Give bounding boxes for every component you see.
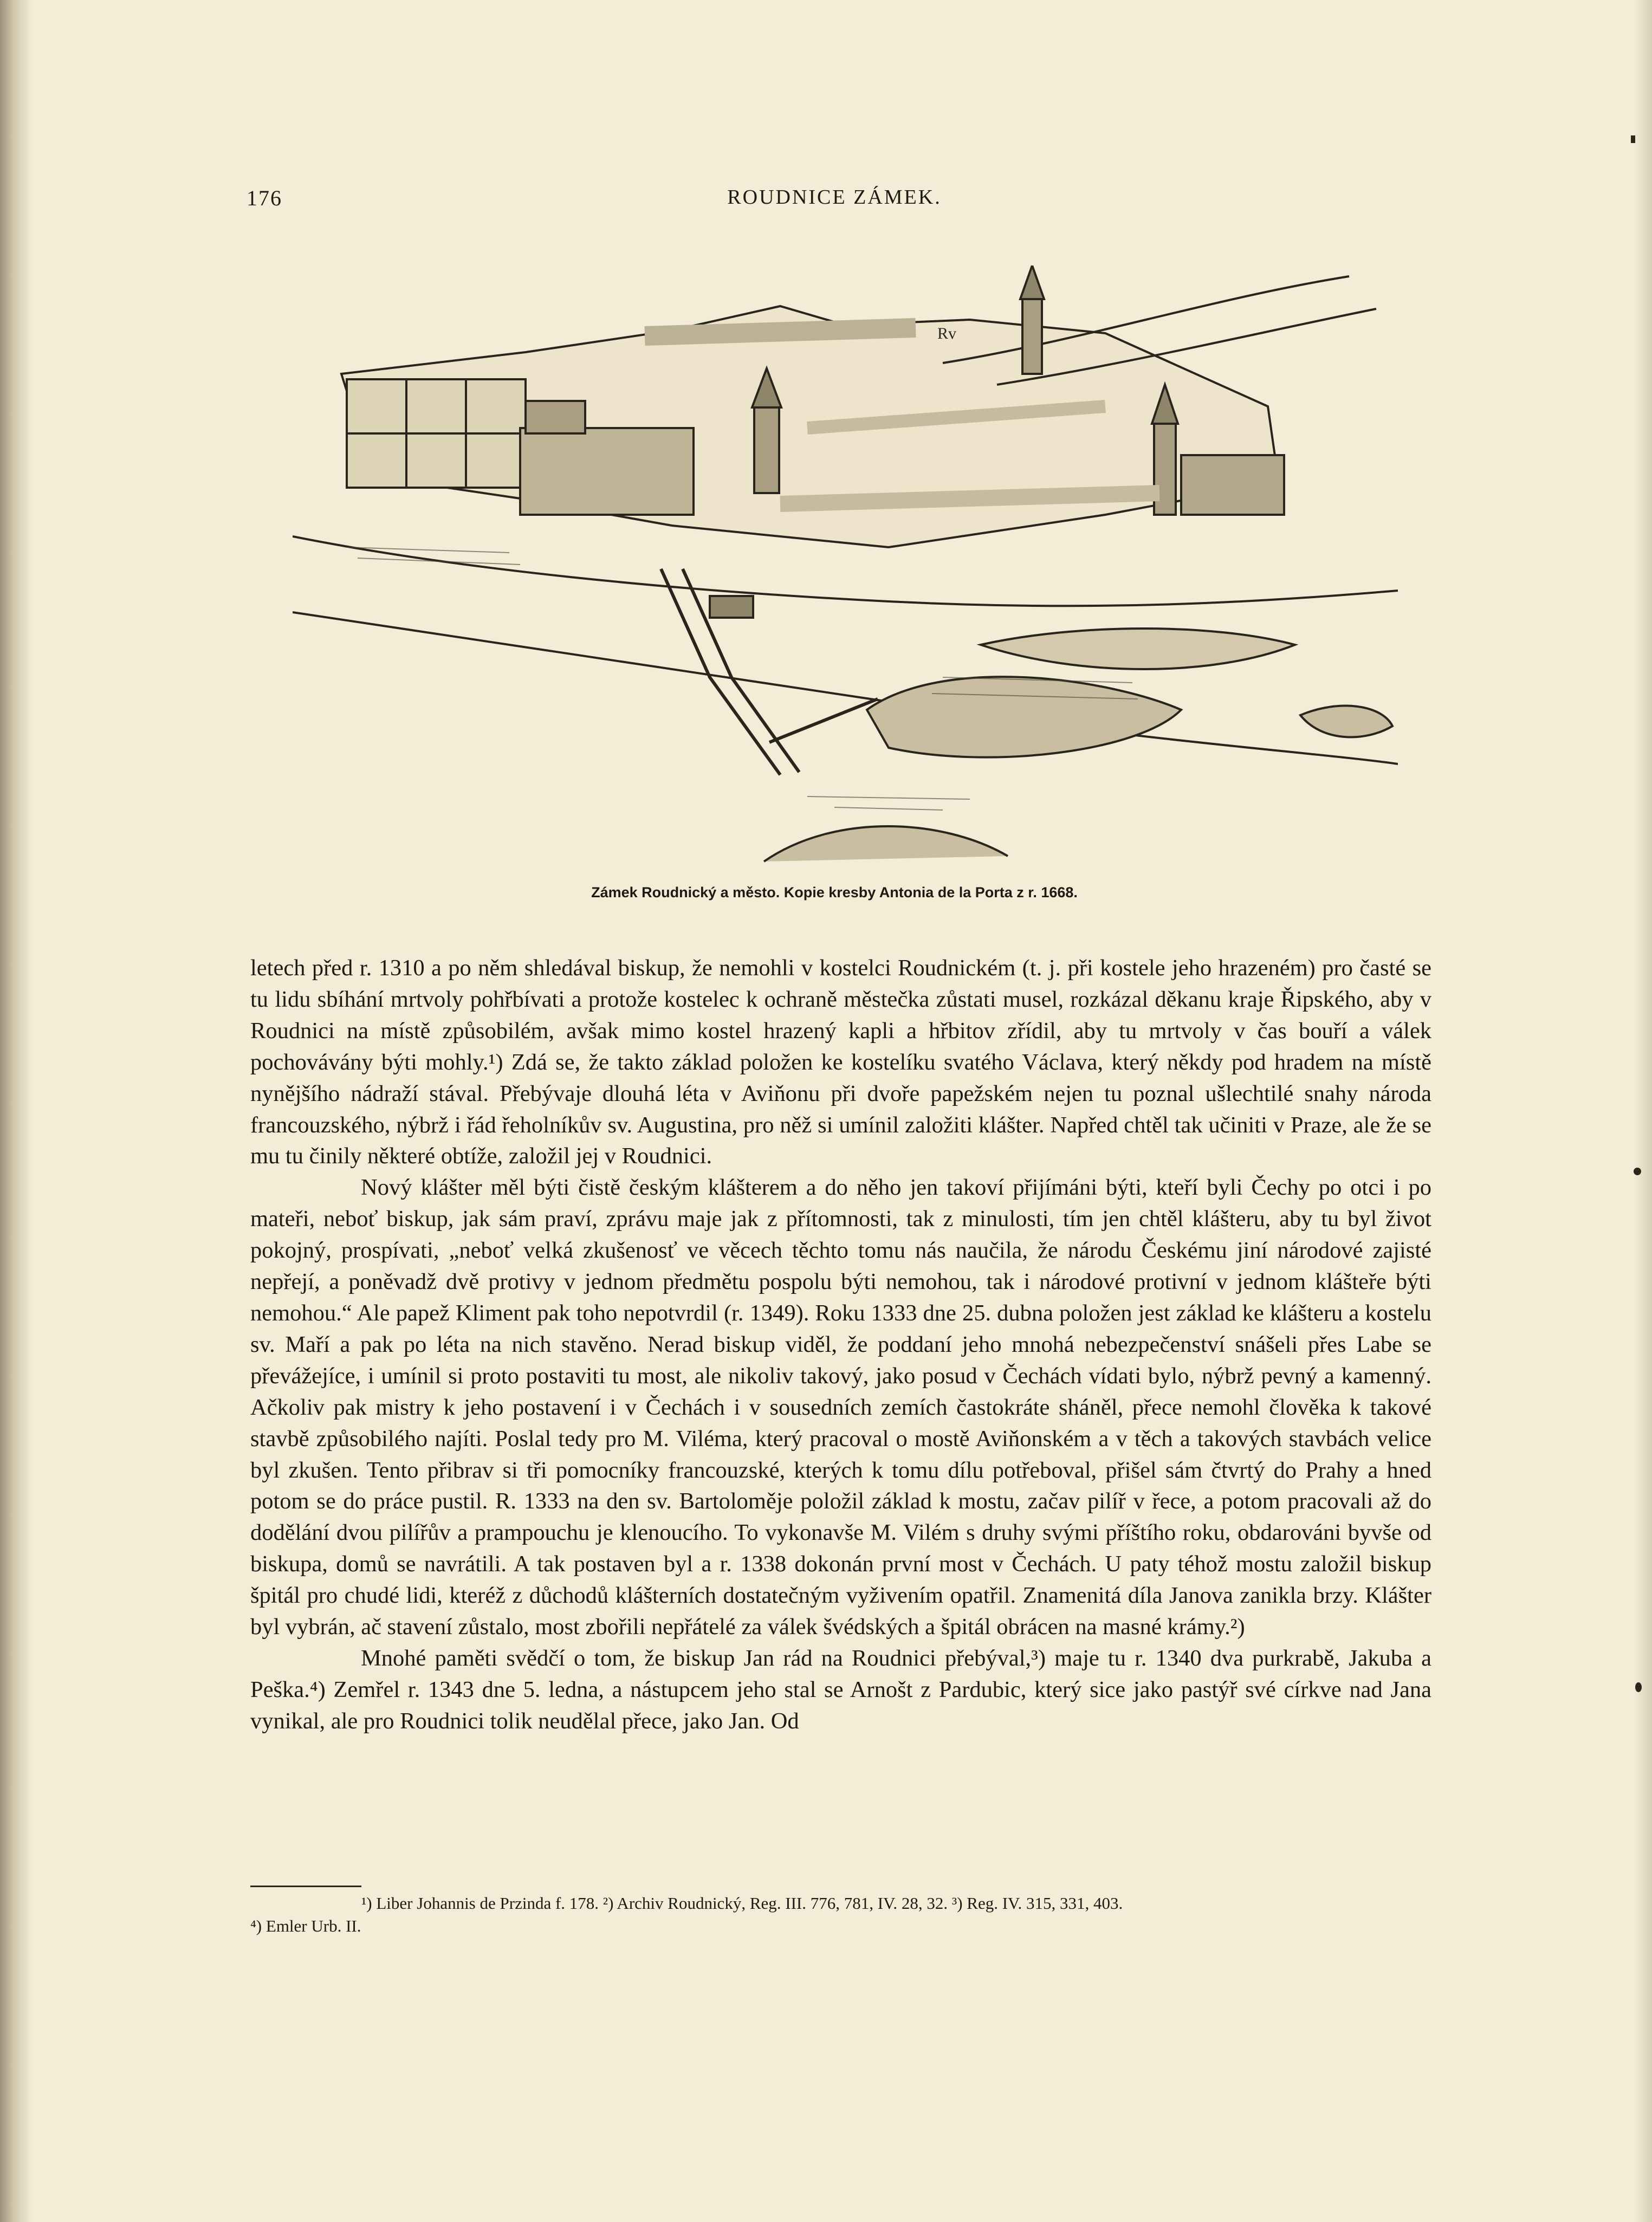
paragraph: Mnohé paměti svědčí o tom, že biskup Jan rád na Roudnici přebýval,³) maje tu r. 1340 dva purkrabě, Jakuba a Peška.⁴) Zemřel r. 1343 dne 5. ledna, a nástupcem jeho stal se Arnošt z Pardubic, který sice jako pastýř své církve nad Jana vynikal, ale pro Roudnici tolik neudělal přece, jako Jan. Od: [250, 1645, 1431, 1734]
engraving-mark: Rv: [937, 325, 957, 342]
body-text: [250, 953, 1431, 1737]
page-left-edge: [0, 0, 33, 2222]
running-head: ROUDNICE ZÁMEK.: [727, 186, 942, 209]
page-number: 176: [247, 186, 282, 210]
paragraph: letech před r. 1310 a po něm shledával biskup, že nemohli v kostelci Roudnickém (t. j. při kostele jeho hrazeném) pro časté se tu lidu sbíhání mrtvoly pohřbívati a protože kostelec k ochraně městečka zůstati musel, rozkázal děkanu kraje Řipského, aby v Roudnici na místě způsobilém, avšak mimo kostel hrazený kapli a hřbitov zřídil, aby tu mrtvoly v čas bouří a válek pochovávány býti mohly.¹) Zdá se, že takto základ položen ke kostelíku svatého Václava, který někdy pod hradem na místě nynějšího nádraží stával. Přebývaje dlouhá léta v Aviňonu při dvoře papežském nejen tu poznal ušlechtilé snahy národa francouzského, nýbrž i řád řeholníkův sv. Augustina, pro něž si umínil založiti klášter. Napřed chtěl tak učiniti v Praze, ale že se mu tu činily některé obtíže, založil jej v Roudnici.: [250, 955, 1431, 1169]
footnote-line: ⁴) Emler Urb. II.: [250, 1916, 361, 1935]
binding-mark: [1631, 135, 1635, 143]
castle-town-engraving: [293, 265, 1398, 878]
binding-mark: [1635, 1682, 1642, 1692]
footnote-line: ¹) Liber Johannis de Przinda f. 178. ²) Archiv Roudnický, Reg. III. 776, 781, IV. 28, 32. ³) Reg. IV. 315, 331, 403.: [361, 1894, 1123, 1913]
footnote-rule: [250, 1886, 361, 1887]
figure-caption: Zámek Roudnický a město. Kopie kresby Antonia de la Porta z r. 1668.: [591, 884, 1078, 901]
page-header: [247, 185, 1422, 218]
footnotes: [250, 1892, 1431, 1938]
page-right-edge: [1634, 0, 1652, 2222]
paragraph: Nový klášter měl býti čistě českým klášterem a do něho jen takoví přijímáni býti, kteří byli Čechy po otci i po mateři, neboť biskup, jak sám praví, zprávu maje jak z přítomnosti, tak z minulosti, tím jen chtěl klášteru, aby tu byl život pokojný, prospívati, „neboť velká zkušenosť ve věcech těchto tomu nás naučila, že národu Českému jiní národové zajisté nepřejí, a poněvadž dvě protivy v jednom předmětu pospolu býti nemohou, tak i národové protivní v jednom klášteře býti nemohou.“ Ale papež Kliment pak toho nepotvrdil (r. 1349). Roku 1333 dne 25. dubna položen jest základ ke klášteru a kostelu sv. Maří a pak po léta na nich stavěno. Nerad biskup viděl, že poddaní jeho mnohá nebezpečenství snášeli přes Labe se převážejíce, i umínil si proto postaviti tu most, ale nikoliv takový, jako posud v Čechách vídati bylo, nýbrž pevný a kamenný. Ačkoliv pak mistry k jeho postavení i v Čechách i v sousedních zemích častokráte sháněl, přece nemohl člověka k takové stavbě způsobilého najíti. Poslal tedy pro M. Viléma, který pracoval o mostě Aviňonském a v těch a takových stavbách velice byl zkušen. Tento přibrav si tři pomocníky francouzské, kterých k tomu dílu potřeboval, přišel sám čtvrtý do Prahy a hned potom se do práce pustil. R. 1333 na den sv. Bartoloměje položil základ k mostu, začav pilíř v řece, a potom pracovali až do dodělání dvou pilířův a prampouchu je klenoucího. To vykonavše M. Vilém s druhy svými příštího roku, obdarováni byvše od biskupa, domů se navrátili. A tak postaven byl a r. 1338 dokonán první most v Čechách. U paty téhož mostu založil biskup špitál pro chudé lidi, kteréž z důchodů klášterních dostatečným vyživením opatřil. Znamenitá díla Janova zanikla brzy. Klášter byl vybrán, ač stavení zůstalo, most zbořili nepřátelé za válek švédských a špitál obrácen na masné krámy.²): [250, 1175, 1431, 1640]
binding-mark: [1634, 1168, 1641, 1175]
